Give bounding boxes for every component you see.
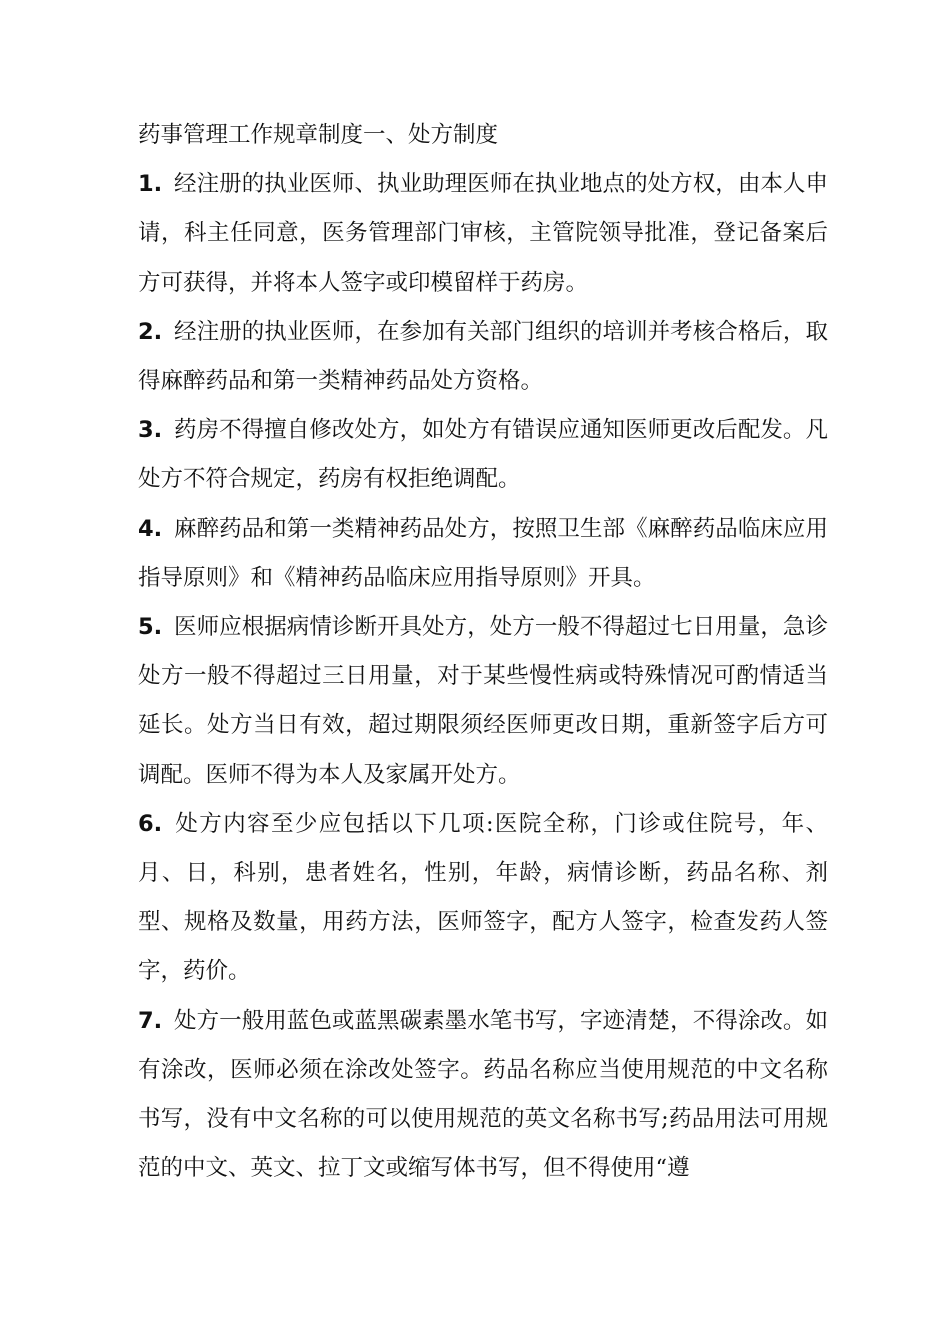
clause-number: 4. — [138, 515, 163, 542]
clause-number: 7. — [138, 1007, 163, 1034]
clause-4 — [138, 505, 828, 603]
clause-7 — [138, 997, 828, 1194]
clause-number: 1. — [138, 171, 163, 198]
clause-text: 处方内容至少应包括以下几项:医院全称，门诊或住院号，年、月、日，科别，患者姓名，性别，年龄，病情诊断，药品名称、剂型、规格及数量，用药方法，医师签字，配方人签字，检查发药人签字，药价。 — [138, 810, 828, 985]
clause-text: 经注册的执业医师、执业助理医师在执业地点的处方权，由本人申请，科主任同意，医务管理部门审核，主管院领导批准，登记备案后方可获得，并将本人签字或印模留样于药房。 — [138, 171, 828, 296]
clause-text: 医师应根据病情诊断开具处方，处方一般不得超过七日用量，急诊处方一般不得超过三日用量，对于某些慢性病或特殊情况可酌情适当延长。处方当日有效，超过期限须经医师更改日期，重新签字后方可调配。医师不得为本人及家属开处方。 — [138, 614, 828, 788]
clause-3 — [138, 406, 828, 504]
clause-1 — [138, 160, 828, 308]
document-title: 药事管理工作规章制度一、处方制度 — [138, 122, 499, 148]
clause-text: 麻醉药品和第一类精神药品处方，按照卫生部《麻醉药品临床应用指导原则》和《精神药品临床应用指导原则》开具。 — [138, 515, 828, 591]
document-body — [138, 111, 828, 1193]
clause-6 — [138, 800, 828, 997]
clause-number: 6. — [138, 810, 163, 837]
clause-text: 经注册的执业医师，在参加有关部门组织的培训并考核合格后，取得麻醉药品和第一类精神药品处方资格。 — [138, 318, 828, 395]
clause-2 — [138, 308, 828, 406]
clause-text: 药房不得擅自修改处方，如处方有错误应通知医师更改后配发。凡处方不符合规定，药房有权拒绝调配。 — [138, 417, 828, 493]
clause-text: 处方一般用蓝色或蓝黑碳素墨水笔书写，字迹清楚，不得涂改。如有涂改，医师必须在涂改处签字。药品名称应当使用规范的中文名称书写，没有中文名称的可以使用规范的英文名称书写;药品用法可用规范的中文、英文、拉丁文或缩写体书写，但不得使用“遵 — [138, 1007, 828, 1182]
clause-number: 2. — [138, 318, 163, 345]
clause-number: 5. — [138, 614, 163, 641]
clause-number: 3. — [138, 417, 163, 444]
clause-5 — [138, 603, 828, 800]
